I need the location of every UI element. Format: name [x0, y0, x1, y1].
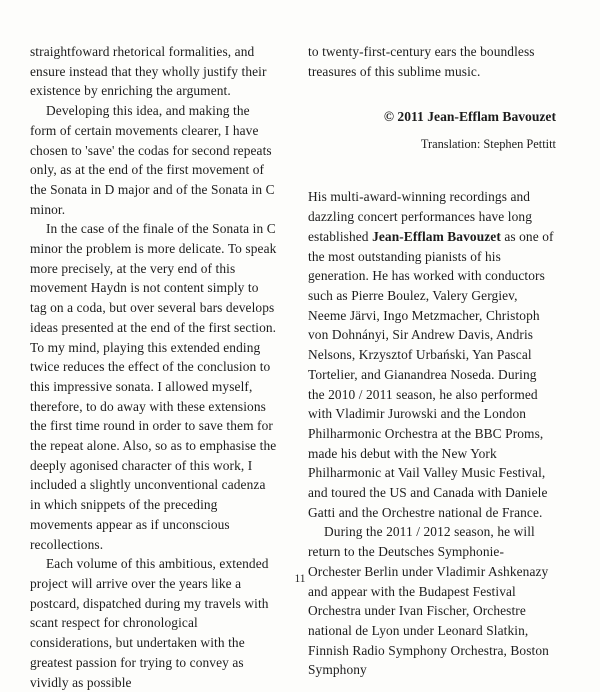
copyright-credit: © 2011 Jean-Efflam Bavouzet	[383, 109, 556, 125]
paragraph-developing-idea: Developing this idea, and making the form of certain movements clearer, I have chosen to 'save' the codas for second repeats only, as at the end of the first movement of the Sonata in D major and of the Sonata in C minor.	[30, 103, 275, 217]
bio-paragraph-recordings: His multi-award-winning recordings and dazzling concert performances have long established Jean-Efflam Bavouzet as one of the most outstanding pianists of his generation. He has worked with conductors such as Pierre Boulez, Valery Gergiev, Neeme Järvi, Ingo Metzmacher, Christoph von Dohnányi, Sir Andrew Davis, Andris Nelsons, Krzysztof Urbański, Yan Pascal Tortelier, and Gianandrea Noseda. During the 2010 / 2011 season, he also performed with Vladimir Jurowski and the London Philharmonic Orchestra at the BBC Proms, made his debut with the New York Philharmonic at Vail Valley Music Festival, and toured the US and Canada with Daniele Gatti and the Orchestre national de France.	[308, 189, 554, 520]
paragraph-right-continuation: to twenty-first-century ears the boundless treasures of this sublime music.	[308, 44, 535, 79]
page-number: 11	[294, 573, 306, 585]
artist-name: Jean-Efflam Bavouzet	[372, 228, 501, 244]
translation-credit: Translation: Stephen Pettitt	[420, 137, 556, 152]
bio-paragraph-season: During the 2011 / 2012 season, he will return to the Deutsches Symphonie-Orchester Berlin under Vladimir Ashkenazy and appear with the Budapest Festival Orchestra under Ivan Fischer, Orchestre national de Lyon under Leonard Slatkin, Finnish Radio Symphony Orchestra, Boston Symphony	[308, 524, 549, 678]
left-column	[30, 42, 278, 690]
paragraph-finale-sonata-c-minor: In the case of the finale of the Sonata in C minor the problem is more delicate. To speak more precisely, at the very end of this movement Haydn is not content simply to tag on a coda, but over several bars develops ideas presented at the end of the first section. To my mind, playing this extended ending twice reduces the effect of the conclusion to this impressive sonata. I allowed myself, therefore, to do away with these extensions the first time round in order to save them for the repeat alone. Also, so as to emphasise the deeply agonised character of this work, I included a slightly unconventional cadenza in which snippets of the preceding movements appear as if unconscious recollections.	[30, 221, 277, 552]
paragraph-continuation: straightfoward rhetorical formalities, and ensure instead that they wholly justify their existence by enriching the argument.	[30, 44, 267, 99]
paragraph-each-volume: Each volume of this ambitious, extended project will arrive over the years like a postcard, dispatched during my travels with scant respect for chronological considerations, but undertaken with the greatest passion for trying to convey as vividly as possible	[30, 556, 269, 690]
two-column-layout	[30, 42, 564, 690]
artist-biography	[308, 187, 556, 680]
right-column	[308, 42, 556, 678]
